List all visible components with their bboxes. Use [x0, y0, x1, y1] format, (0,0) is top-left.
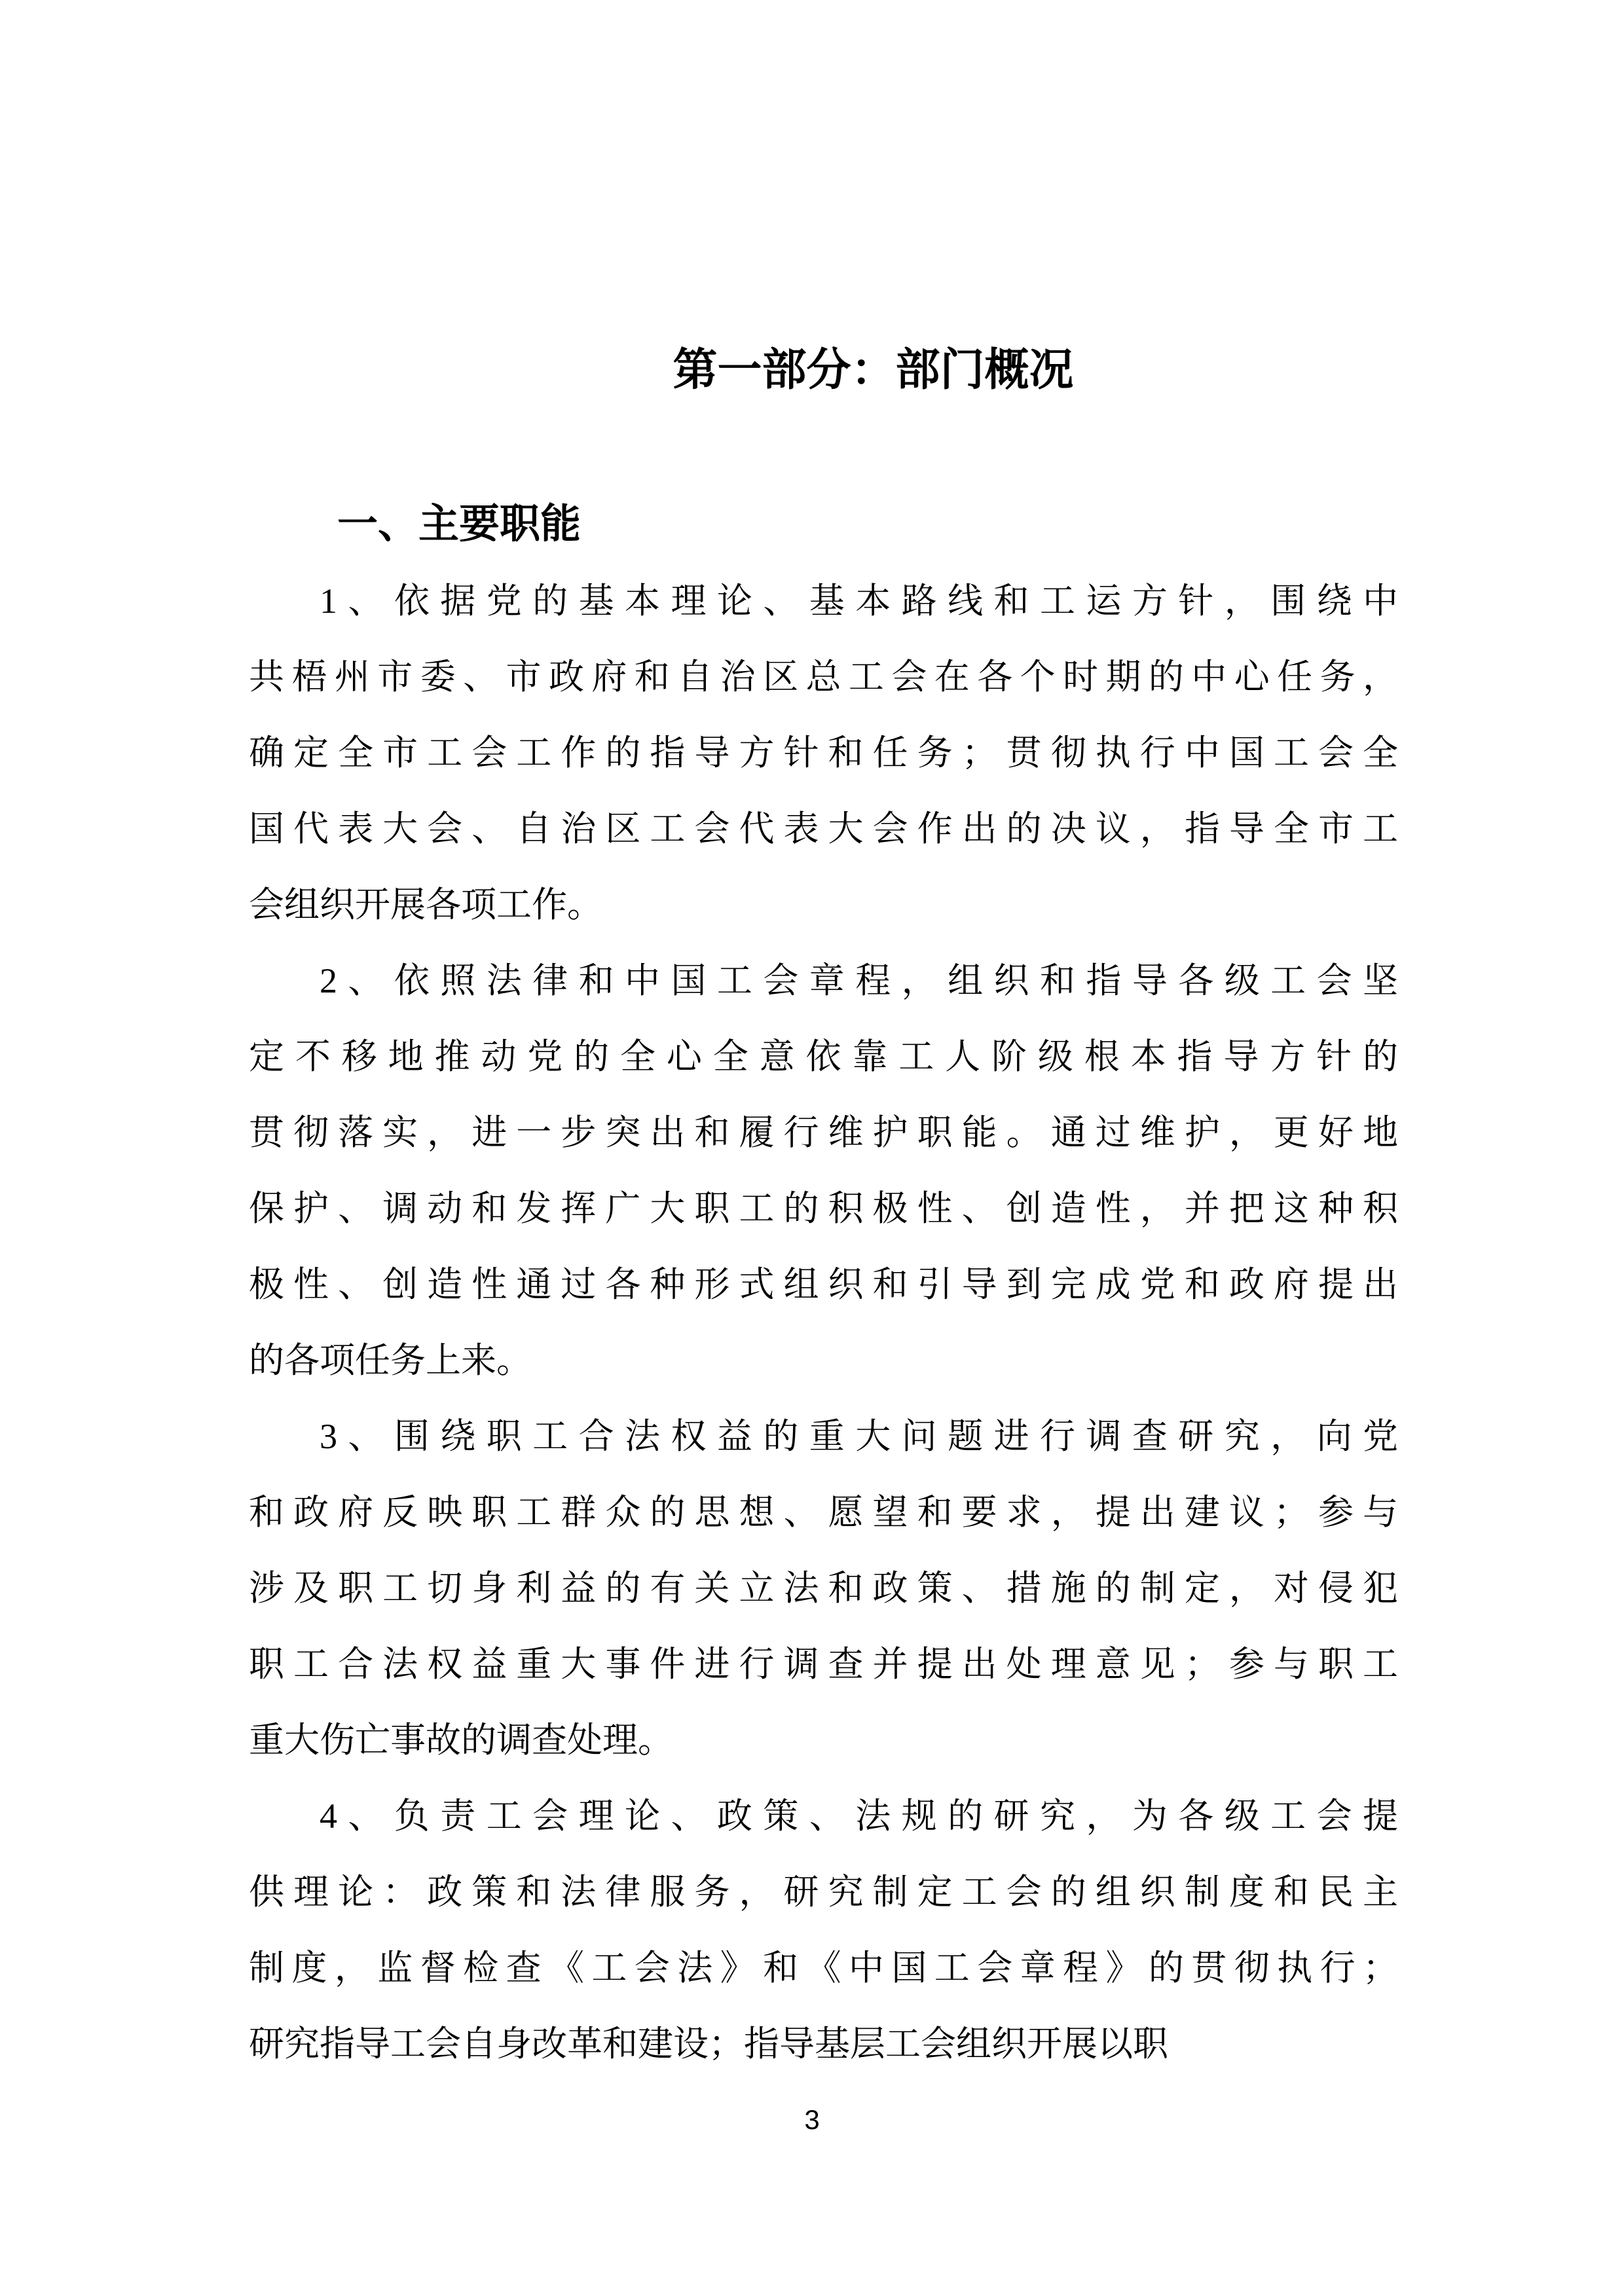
paragraph — [249, 1778, 1398, 2082]
text-line: 国代表大会、自治区工会代表大会作出的决议，指导全市工 — [249, 809, 1398, 848]
text-line: 供理论：政策和法律服务，研究制定工会的组织制度和民主 — [249, 1872, 1398, 1912]
text-line: 保护、调动和发挥广大职工的积极性、创造性，并把这种积 — [249, 1189, 1398, 1228]
text-line: 3、围绕职工合法权益的重大问题进行调查研究，向党 — [320, 1417, 1398, 1456]
text-line: 4、负责工会理论、政策、法规的研究，为各级工会提 — [320, 1796, 1398, 1836]
text-line: 研究指导工会自身改革和建设；指导基层工会组织开展以职 — [249, 2024, 1168, 2064]
text-line: 涉及职工切身利益的有关立法和政策、措施的制定，对侵犯 — [249, 1569, 1398, 1608]
text-line: 极性、创造性通过各种形式组织和引导到完成党和政府提出 — [249, 1265, 1398, 1304]
text-line: 确定全市工会工作的指导方针和任务；贯彻执行中国工会全 — [249, 733, 1398, 773]
page-number: 3 — [804, 2104, 820, 2135]
paragraph — [249, 1398, 1398, 1778]
text-line: 贯彻落实，进一步突出和履行维护职能。通过维护，更好地 — [249, 1113, 1398, 1152]
paragraph — [249, 563, 1398, 943]
text-line: 共梧州市委、市政府和自治区总工会在各个时期的中心任务， — [249, 657, 1398, 697]
text-line: 会组织开展各项工作。 — [249, 885, 602, 924]
text-line: 的各项任务上来。 — [249, 1341, 532, 1380]
body-paragraphs — [249, 563, 1398, 2082]
text-line: 2、依照法律和中国工会章程，组织和指导各级工会坚 — [320, 961, 1398, 1000]
text-line: 定不移地推动党的全心全意依靠工人阶级根本指导方针的 — [249, 1037, 1398, 1076]
text-line: 职工合法权益重大事件进行调查并提出处理意见；参与职工 — [249, 1645, 1398, 1684]
section-heading: 一、主要职能 — [337, 501, 581, 547]
page-footer — [0, 2102, 1624, 2138]
text-line: 和政府反映职工群众的思想、愿望和要求，提出建议；参与 — [249, 1493, 1398, 1532]
page-title: 第一部分：部门概况 — [673, 345, 1074, 395]
text-line: 1、依据党的基本理论、基本路线和工运方针，围绕中 — [320, 581, 1398, 621]
text-line: 重大伤亡事故的调查处理。 — [249, 1721, 673, 1760]
text-line: 制度，监督检查《工会法》和《中国工会章程》的贯彻执行； — [249, 1948, 1398, 1988]
paragraph — [249, 943, 1398, 1398]
